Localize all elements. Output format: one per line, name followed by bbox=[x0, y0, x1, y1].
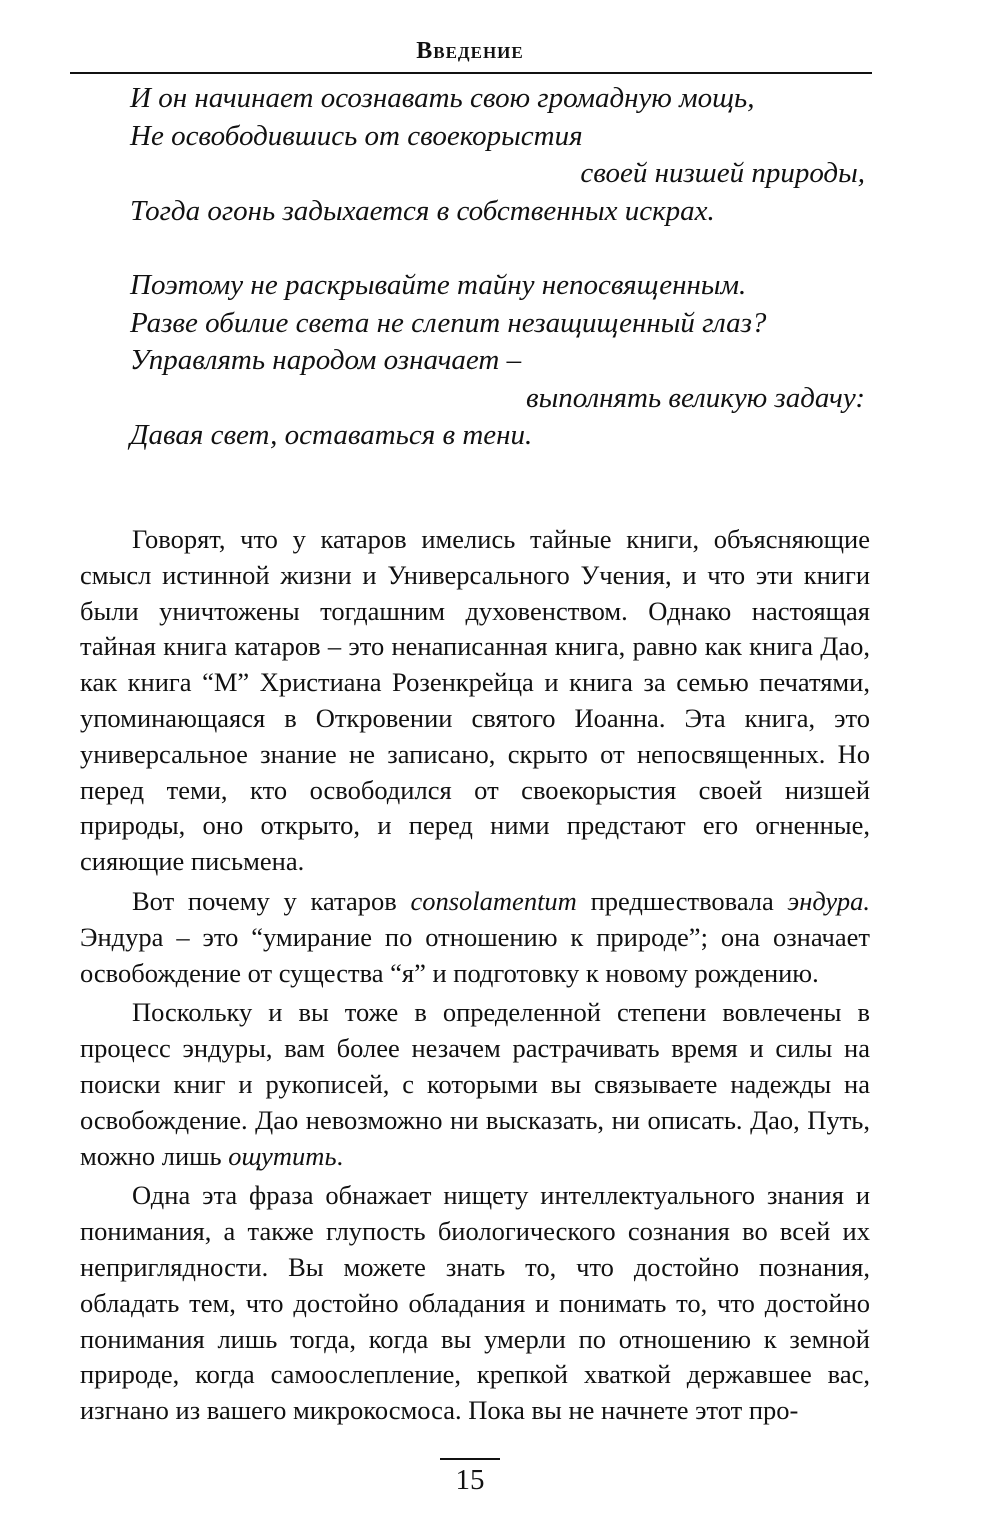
poem-line: своей низшей природы, bbox=[580, 157, 865, 189]
p2-term-endura: эндура. bbox=[787, 885, 870, 916]
poem-line: Управлять народом означает – bbox=[130, 344, 522, 376]
p2-text-a: Вот почему у катаров bbox=[132, 885, 411, 916]
p3-term-feel: ощутить bbox=[228, 1140, 337, 1171]
p2-text-b: предшествовала bbox=[576, 885, 788, 916]
paragraph-1: Говорят, что у катаров имелись тайные книги, объясняющие смысл истинной жизни и Универсального Учения, и что эти книги были уничтожены тогдашним духовенством. Однако настоящая тайная книга катаров – это ненаписанная книга, равно как книга Дао, как книга “М” Христиана Розенкрейца и книга за семью печатями, упоминающаяся в Откровении святого Иоанна. Эта книга, это универсальное знание не записано, скрыто от непосвященных. Но перед теми, кто освободился от своекорыстия своей низшей природы, оно открыто, и перед ними предстают его огненные, сияющие письмена. bbox=[80, 524, 870, 877]
poem-epigraph bbox=[130, 80, 865, 455]
poem-line: Тогда огонь задыхается в собственных искрах. bbox=[130, 194, 715, 227]
poem-line: Давая свет, оставаться в тени. bbox=[130, 419, 533, 451]
p3-text-b: . bbox=[336, 1140, 344, 1171]
stanza-gap bbox=[130, 230, 865, 267]
poem-line: Не освободившись от своекорыстия bbox=[130, 119, 583, 152]
body-text bbox=[80, 522, 870, 1429]
p2-text-c: Эндура – это “умирание по отношению к природе”; она означает освобождение от существа “я” и подготовку к новому рождению. bbox=[80, 921, 870, 988]
poem-line: И он начинает осознавать свою громадную мощь, bbox=[130, 82, 755, 114]
paragraph-4: Одна эта фраза обнажает нищету интеллектуального знания и понимания, а также глупость биологического сознания во всей их неприглядности. Вы можете знать то, что достойно познания, обладать тем, что достойно обладания и понимать то, что достойно понимания лишь тогда, когда вы умерли по отношению к земной природе, когда самоослепление, крепкой хваткой державшее вас, изгнано из вашего микрокосмоса. Пока вы не начнете этот про- bbox=[80, 1180, 870, 1426]
page-number: 15 bbox=[440, 1458, 500, 1497]
paragraph-3 bbox=[80, 995, 870, 1174]
p3-text-a: Поскольку и вы тоже в определенной степени вовлечены в процесс эндуры, вам более незачем растрачивать время и силы на поиски книг и рукописей, с которыми вы связываете надежды на освобождение. Дао невозможно ни высказать, ни описать. Дао, Путь, можно лишь bbox=[80, 997, 870, 1171]
p2-term-consolamentum: consolamentum bbox=[410, 885, 577, 916]
poem-line: Разве обилие света не слепит незащищенный глаз? bbox=[130, 306, 767, 339]
poem-line: выполнять великую задачу: bbox=[525, 381, 865, 414]
poem-line: Поэтому не раскрывайте тайну непосвященным. bbox=[130, 269, 747, 301]
paragraph-2 bbox=[80, 884, 870, 991]
running-header: Введение bbox=[416, 38, 524, 64]
header-rule bbox=[70, 72, 872, 74]
